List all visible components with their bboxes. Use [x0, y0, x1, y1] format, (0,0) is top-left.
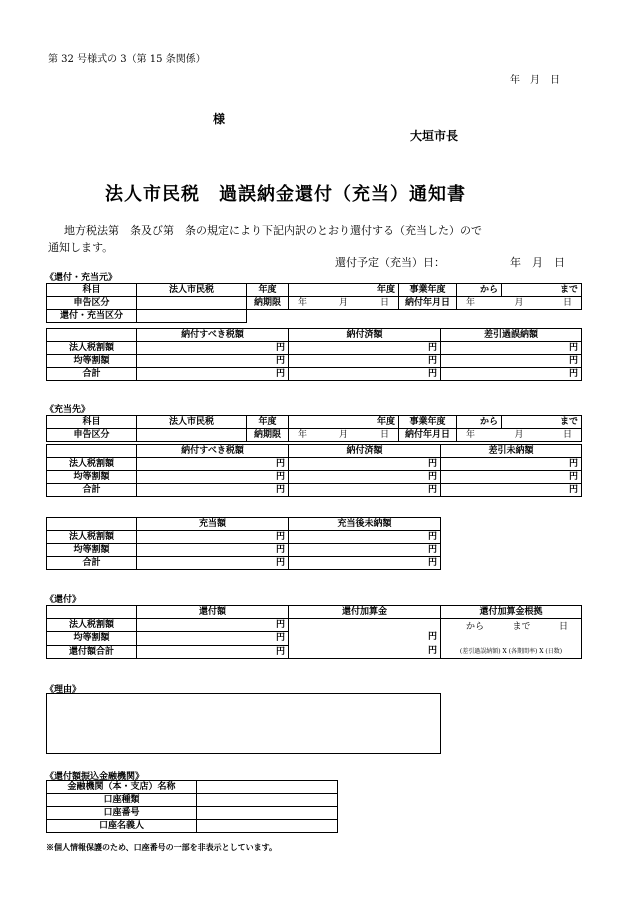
amount-cell[interactable]: 円 [441, 355, 582, 368]
cell-nofu-date[interactable]: 年 月 日 [457, 297, 582, 310]
destination-amount-table [46, 444, 582, 497]
source-table [46, 283, 582, 323]
amount-cell[interactable]: 円 [289, 458, 441, 471]
amount-cell[interactable]: 円 [289, 355, 441, 368]
col-nofu-zumi: 納付済額 [289, 445, 441, 458]
cell-empty [47, 518, 137, 531]
destination-table [46, 415, 582, 442]
amount-cell[interactable]: 円 [137, 368, 289, 381]
amount-cell[interactable]: 円 [137, 458, 289, 471]
cell-made[interactable]: まで [502, 416, 582, 429]
col-kanpu-kasan-kiso: 還付加算金根拠 [441, 606, 582, 619]
amount-cell[interactable]: 円 [137, 619, 289, 632]
amount-cell[interactable]: 円 [137, 484, 289, 497]
issue-date: 年 月 日 [510, 75, 560, 86]
kasan-basis[interactable]: から まで 日 (差引過誤納額) X (各期間率) X (日数) [441, 619, 582, 659]
cell-nendo-value[interactable]: 年度 [289, 416, 399, 429]
row-kintou: 均等割額 [47, 355, 137, 368]
amount-cell[interactable]: 円 [441, 484, 582, 497]
cell-blank [247, 310, 582, 323]
kasan-amount[interactable]: 円 円 [289, 619, 441, 659]
amount-cell[interactable]: 円 [289, 531, 441, 544]
amount-cell[interactable]: 円 [289, 342, 441, 355]
cell-noukigen-date[interactable]: 年 月 日 [289, 297, 399, 310]
bank-holder-label: 口座名義人 [47, 820, 197, 833]
col-nofu-zumi: 納付済額 [289, 329, 441, 342]
amount-cell[interactable]: 円 [137, 342, 289, 355]
bank-name-label: 金融機関（本・支店）名称 [47, 781, 197, 794]
cell-shinkoku-value[interactable] [137, 429, 247, 442]
cell-tax-name: 法人市民税 [137, 416, 247, 429]
cell-kamoku: 科目 [47, 284, 137, 297]
bank-name-value[interactable] [197, 781, 338, 794]
amount-cell[interactable]: 円 [289, 484, 441, 497]
amount-cell[interactable]: 円 [289, 471, 441, 484]
refund-table [46, 605, 582, 659]
cell-noukigen: 納期限 [247, 297, 289, 310]
bank-type-label: 口座種類 [47, 794, 197, 807]
cell-kara[interactable]: から [457, 284, 502, 297]
row-goukei: 合計 [47, 368, 137, 381]
section-label-reason: 《理由》 [45, 685, 82, 695]
row-kintou: 均等割額 [47, 544, 137, 557]
row-goukei: 合計 [47, 484, 137, 497]
col-sashihiki-mino: 差引未納額 [441, 445, 582, 458]
row-goukei: 合計 [47, 557, 137, 570]
refund-date-label: 還付予定（充当）日： [335, 256, 445, 269]
kasan-formula: (差引過誤納額) X (各期間率) X (日数) [459, 648, 563, 655]
cell-nendo-value[interactable]: 年度 [289, 284, 399, 297]
cell-kara[interactable]: から [457, 416, 502, 429]
col-juutou-go: 充当後未納額 [289, 518, 441, 531]
cell-kubun-value[interactable] [137, 310, 247, 323]
col-kanpu-kasan: 還付加算金 [289, 606, 441, 619]
cell-jigyo-nendo: 事業年度 [399, 284, 457, 297]
cell-empty [47, 445, 137, 458]
cell-noukigen: 納期限 [247, 429, 289, 442]
section-label-destination: 《充当先》 [45, 405, 91, 415]
section-label-refund: 《還付》 [45, 595, 82, 605]
amount-cell[interactable]: 円 [137, 355, 289, 368]
cell-tax-name: 法人市民税 [137, 284, 247, 297]
cell-nofu-ymd: 納付年月日 [399, 429, 457, 442]
row-kintou: 均等割額 [47, 632, 137, 645]
cell-nofu-ymd: 納付年月日 [399, 297, 457, 310]
col-sashihiki-kago: 差引過誤納額 [441, 329, 582, 342]
row-kintou: 均等割額 [47, 471, 137, 484]
cell-shinkoku: 申告区分 [47, 429, 137, 442]
document-title: 法人市民税 過誤納金還付（充当）通知書 [105, 184, 466, 205]
issuer-name: 大垣市長 [410, 129, 459, 143]
amount-cell[interactable]: 円 [137, 557, 289, 570]
bank-holder-value[interactable] [197, 820, 338, 833]
row-hojinzei: 法人税割額 [47, 458, 137, 471]
col-kanpu-gaku: 還付額 [137, 606, 289, 619]
cell-shinkoku-value[interactable] [137, 297, 247, 310]
reason-box[interactable] [46, 693, 441, 754]
cell-jigyo-nendo: 事業年度 [399, 416, 457, 429]
addressee-suffix: 様 [213, 112, 226, 126]
cell-empty [47, 329, 137, 342]
amount-cell[interactable]: 円 [289, 544, 441, 557]
bank-number-value[interactable] [197, 807, 338, 820]
col-nofu-subeki: 納付すべき税額 [137, 329, 289, 342]
amount-cell[interactable]: 円 [137, 531, 289, 544]
amount-cell[interactable]: 円 [137, 645, 289, 658]
body-text-line2: 通知します。 [48, 241, 114, 254]
col-juutou-gaku: 充当額 [137, 518, 289, 531]
cell-shinkoku: 申告区分 [47, 297, 137, 310]
cell-kubun: 還付・充当区分 [47, 310, 137, 323]
section-label-source: 《還付・充当元》 [45, 273, 118, 283]
amount-cell[interactable]: 円 [441, 342, 582, 355]
cell-nofu-date[interactable]: 年 月 日 [457, 429, 582, 442]
section-label-bank: 《還付額振込金融機関》 [45, 772, 145, 782]
amount-cell[interactable]: 円 [137, 544, 289, 557]
amount-cell[interactable]: 円 [137, 632, 289, 645]
bank-number-label: 口座番号 [47, 807, 197, 820]
cell-empty [47, 606, 137, 619]
amount-cell[interactable]: 円 [441, 458, 582, 471]
amount-cell[interactable]: 円 [137, 471, 289, 484]
source-amount-table [46, 328, 582, 381]
privacy-note: ※個人情報保護のため、口座番号の一部を非表示としています。 [46, 842, 278, 852]
row-hojinzei: 法人税割額 [47, 531, 137, 544]
body-text-line1: 地方税法第 条及び第 条の規定により下記内訳のとおり還付する（充当した）ので [64, 224, 482, 237]
col-nofu-subeki: 納付すべき税額 [137, 445, 289, 458]
row-hojinzei: 法人税割額 [47, 342, 137, 355]
amount-cell[interactable]: 円 [289, 368, 441, 381]
form-number: 第 32 号様式の 3（第 15 条関係） [48, 54, 206, 65]
amount-cell[interactable]: 円 [441, 471, 582, 484]
allocation-table [46, 517, 441, 570]
refund-date-value: 年 月 日 [510, 256, 565, 269]
cell-nendo-label: 年度 [247, 284, 289, 297]
cell-kamoku: 科目 [47, 416, 137, 429]
row-kanpu-goukei: 還付額合計 [47, 645, 137, 658]
bank-type-value[interactable] [197, 794, 338, 807]
cell-noukigen-date[interactable]: 年 月 日 [289, 429, 399, 442]
amount-cell[interactable]: 円 [441, 368, 582, 381]
bank-table [46, 780, 338, 833]
amount-cell[interactable]: 円 [289, 557, 441, 570]
row-hojinzei: 法人税割額 [47, 619, 137, 632]
cell-nendo-label: 年度 [247, 416, 289, 429]
cell-made[interactable]: まで [502, 284, 582, 297]
